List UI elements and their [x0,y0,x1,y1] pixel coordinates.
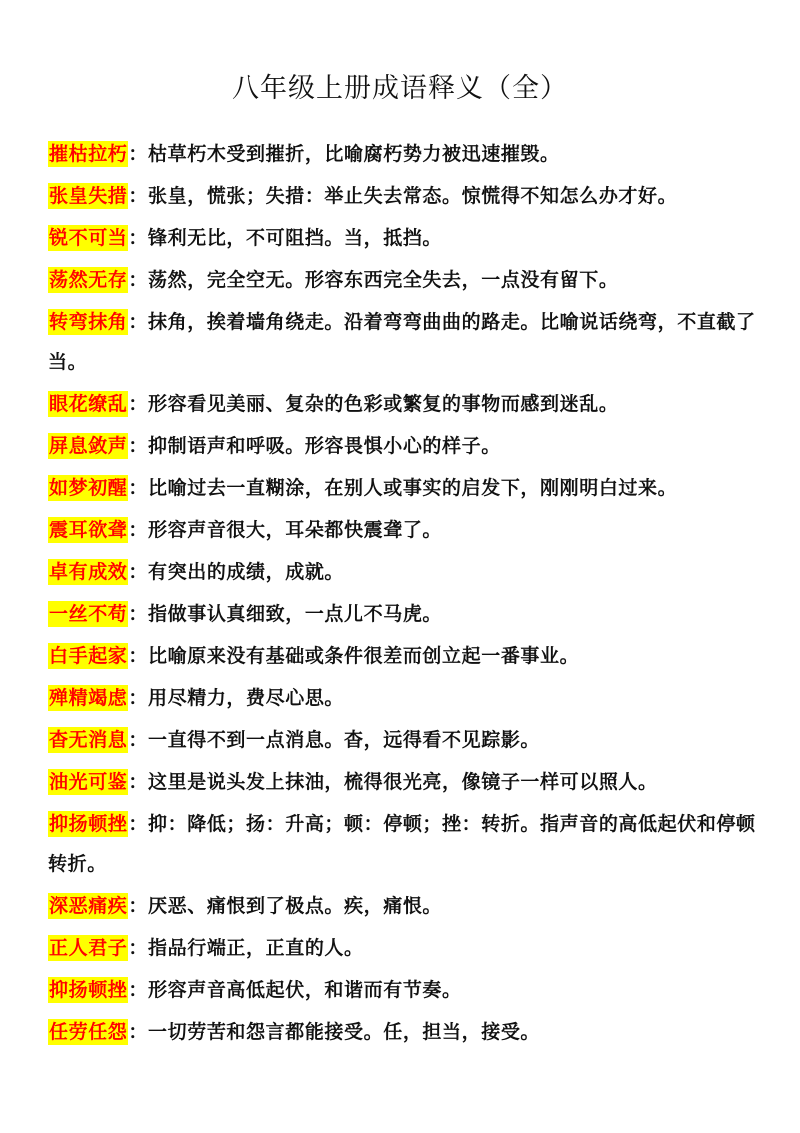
idiom-entry [48,970,760,1010]
idiom-colon: ： [128,937,149,959]
idiom-entry [48,720,760,760]
idiom-entry [48,928,760,968]
idiom-term: 锐不可当 [49,227,128,249]
idiom-entry [48,510,760,550]
idiom-term: 任劳任怨 [49,1021,128,1043]
idiom-colon: ： [128,393,149,415]
idiom-term: 张皇失措 [49,185,128,207]
idiom-term: 殚精竭虑 [49,687,128,709]
idiom-definition: 锋利无比，不可阻挡。当，抵挡。 [148,227,443,249]
page-title: 八年级上册成语释义（全） [232,73,568,105]
idiom-term: 如梦初醒 [49,477,128,499]
idiom-entry [48,426,760,466]
idiom-colon: ： [128,687,149,709]
idiom-definition: 一直得不到一点消息。杳，远得看不见踪影。 [148,729,541,751]
idiom-colon: ： [128,311,149,333]
idiom-term: 摧枯拉朽 [49,143,128,165]
idiom-definition: 形容声音高低起伏，和谐而有节奏。 [148,979,462,1001]
idiom-entry [48,176,760,216]
idiom-entry [48,1012,760,1052]
idiom-definition: 形容看见美丽、复杂的色彩或繁复的事物而感到迷乱。 [148,393,619,415]
idiom-definition: 用尽精力，费尽心思。 [148,687,345,709]
idiom-list [48,134,760,1054]
idiom-colon: ： [128,645,149,667]
idiom-definition: 抑：降低；扬：升高；顿：停顿；挫：转折。指声音的高低起伏和停顿转折。 [48,813,756,875]
idiom-entry [48,886,760,926]
idiom-term: 正人君子 [49,937,128,959]
idiom-term: 杳无消息 [49,729,128,751]
idiom-definition: 荡然，完全空无。形容东西完全失去，一点没有留下。 [148,269,619,291]
idiom-term: 白手起家 [49,645,128,667]
idiom-entry [48,678,760,718]
idiom-colon: ： [128,143,149,165]
idiom-entry [48,468,760,508]
idiom-colon: ： [128,269,149,291]
idiom-colon: ： [128,979,149,1001]
idiom-colon: ： [128,227,149,249]
idiom-term: 荡然无存 [49,269,128,291]
idiom-colon: ： [128,1021,149,1043]
idiom-entry [48,552,760,592]
idiom-definition: 比喻原来没有基础或条件很差而创立起一番事业。 [148,645,580,667]
idiom-entry [48,762,760,802]
idiom-definition: 指做事认真细致，一点儿不马虎。 [148,603,443,625]
idiom-term: 震耳欲聋 [49,519,128,541]
idiom-entry [48,594,760,634]
idiom-term: 卓有成效 [49,561,128,583]
idiom-colon: ： [128,561,149,583]
idiom-definition: 张皇，慌张；失措：举止失去常态。惊慌得不知怎么办才好。 [148,185,678,207]
idiom-definition: 抹角，挨着墙角绕走。沿着弯弯曲曲的路走。比喻说话绕弯，不直截了当。 [48,311,756,373]
idiom-colon: ： [128,729,149,751]
idiom-colon: ： [128,813,149,835]
idiom-colon: ： [128,185,149,207]
idiom-definition: 枯草朽木受到摧折，比喻腐朽势力被迅速摧毁。 [148,143,560,165]
idiom-term: 抑扬顿挫 [49,979,128,1001]
idiom-entry [48,384,760,424]
idiom-term: 油光可鉴 [49,771,128,793]
idiom-colon: ： [128,519,149,541]
idiom-colon: ： [128,435,149,457]
idiom-colon: ： [128,895,149,917]
idiom-term: 抑扬顿挫 [49,813,128,835]
idiom-entry [48,636,760,676]
idiom-term: 转弯抹角 [49,311,128,333]
idiom-definition: 指品行端正，正直的人。 [148,937,364,959]
idiom-definition: 这里是说头发上抹油，梳得很光亮，像镜子一样可以照人。 [148,771,658,793]
idiom-definition: 有突出的成绩，成就。 [148,561,345,583]
idiom-definition: 形容声音很大，耳朵都快震聋了。 [148,519,443,541]
idiom-colon: ： [128,771,149,793]
idiom-entry [48,218,760,258]
idiom-definition: 一切劳苦和怨言都能接受。任，担当，接受。 [148,1021,541,1043]
idiom-definition: 厌恶、痛恨到了极点。疾，痛恨。 [148,895,443,917]
idiom-definition: 比喻过去一直糊涂，在别人或事实的启发下，刚刚明白过来。 [148,477,678,499]
idiom-entry [48,804,760,884]
idiom-definition: 抑制语声和呼吸。形容畏惧小心的样子。 [148,435,501,457]
idiom-entry [48,260,760,300]
idiom-term: 眼花缭乱 [49,393,128,415]
idiom-entry [48,302,760,382]
idiom-colon: ： [128,603,149,625]
idiom-colon: ： [128,477,149,499]
idiom-term: 一丝不苟 [49,603,128,625]
idiom-term: 屏息敛声 [49,435,128,457]
idiom-term: 深恶痛疾 [49,895,128,917]
idiom-entry [48,134,760,174]
